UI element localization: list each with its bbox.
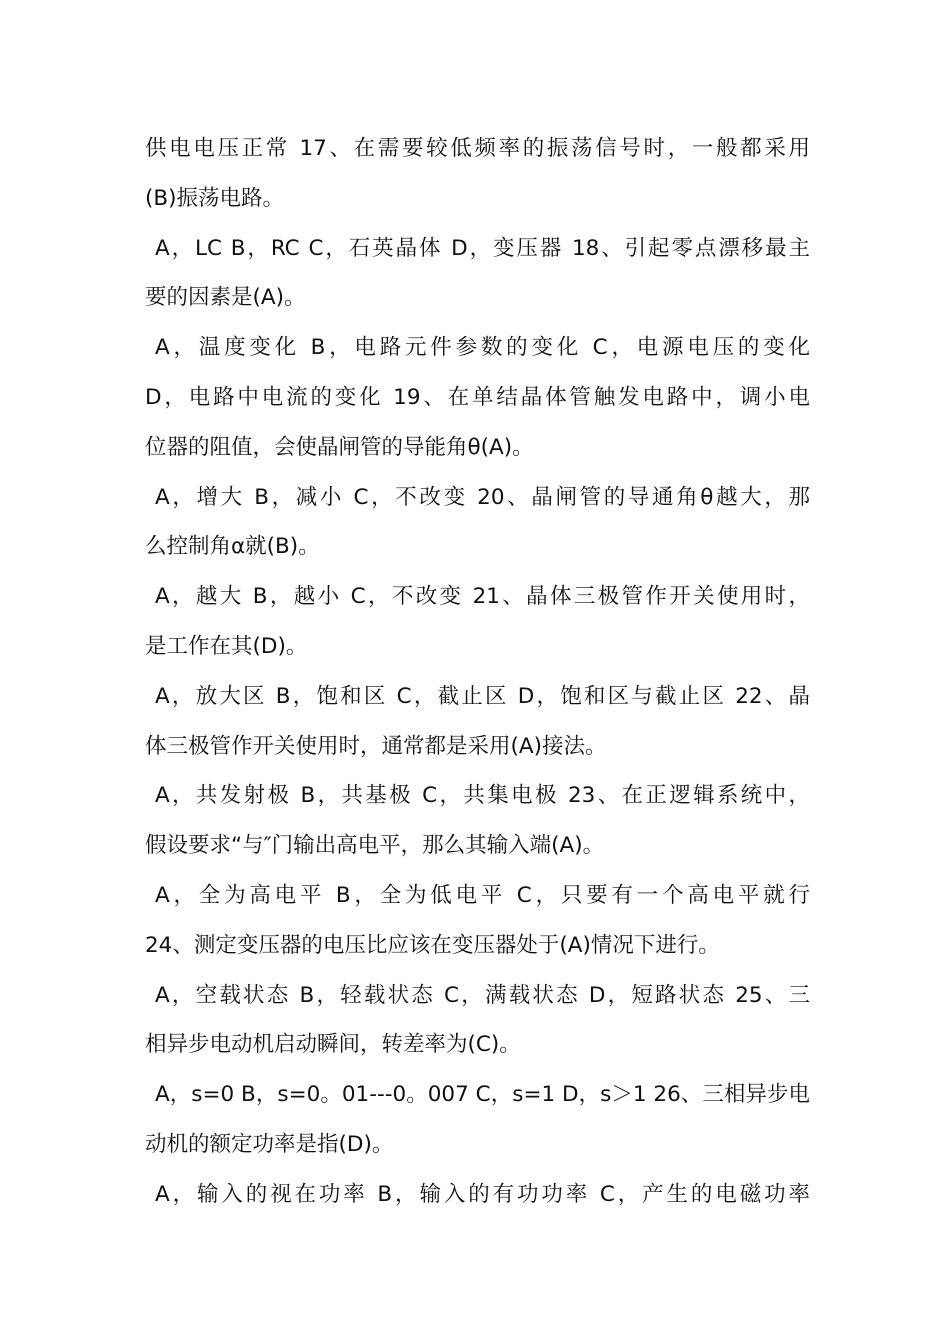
text-line-4: 要的因素是(A)。 [145,285,306,311]
text-line-6: D，电路中电流的变化 19、在单结晶体管触发电路中，调小电 [145,384,810,410]
text-line-20: A，s=0 B，s=0。01---0。007 C，s=1 D，s＞1 26、三相异步电 [155,1082,810,1108]
text-line-13: 体三极管作开关使用时，通常都是采用(A)接法。 [145,733,607,759]
text-line-21: 动机的额定功率是指(D)。 [145,1131,394,1157]
text-line-14: A，共发射极 B，共基极 C，共集电极 23、在正逻辑系统中， [155,783,810,809]
text-line-17: 24、测定变压器的电压比应该在变压器处于(A)情况下进行。 [145,932,720,958]
text-line-10: A，越大 B，越小 C，不改变 21、晶体三极管作开关使用时， [155,584,810,610]
text-line-12: A，放大区 B，饱和区 C，截止区 D，饱和区与截止区 22、晶 [155,683,810,709]
text-line-3: A，LC B，RC C，石英晶体 D，变压器 18、引起零点漂移最主 [155,235,810,261]
text-line-5: A，温度变化 B，电路元件参数的变化 C，电源电压的变化 [155,335,810,361]
text-line-1: 供电电压正常 17、在需要较低频率的振荡信号时，一般都采用 [145,136,810,161]
text-line-9: 么控制角α就(B)。 [145,534,320,560]
text-line-18: A，空载状态 B，轻载状态 C，满载状态 D，短路状态 25、三 [155,982,810,1008]
text-line-16: A，全为高电平 B，全为低电平 C，只要有一个高电平就行 [155,882,810,908]
text-line-11: 是工作在其(D)。 [145,633,308,659]
text-line-22: A，输入的视在功率 B，输入的有功功率 C，产生的电磁功率 [155,1181,810,1207]
text-line-8: A，增大 B，减小 C，不改变 20、晶闸管的导通角θ越大，那 [155,484,810,510]
text-line-7: 位器的阻值，会使晶闸管的导能角θ(A)。 [145,434,534,460]
text-line-2: (B)振荡电路。 [145,185,285,211]
document-body [145,124,810,1220]
text-line-19: 相异步电动机启动瞬间，转差率为(C)。 [145,1032,521,1058]
text-line-15: 假设要求“与″门输出高电平，那么其输入端(A)。 [145,833,605,859]
